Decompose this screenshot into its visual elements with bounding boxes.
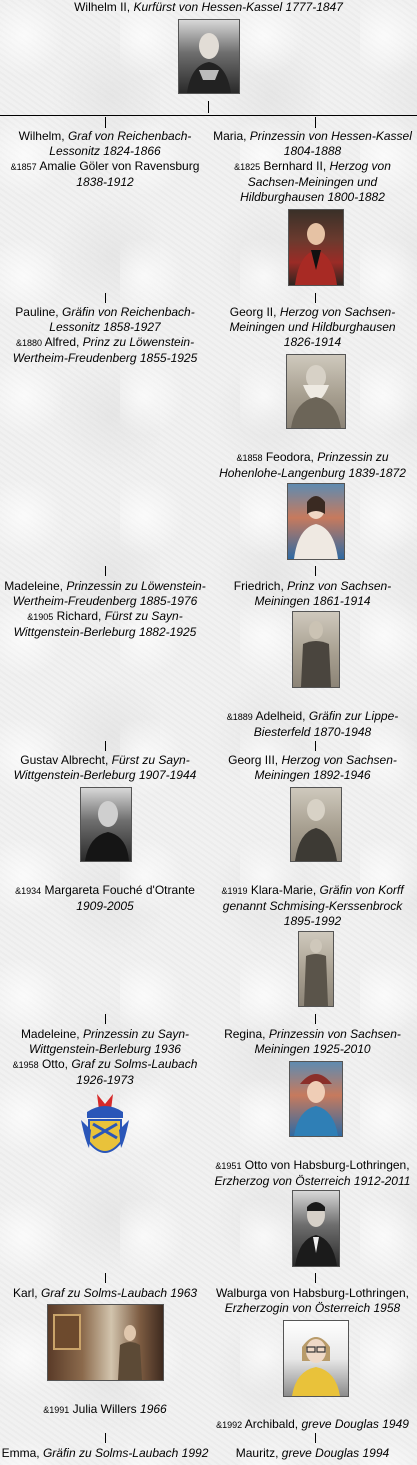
connector: [315, 566, 316, 576]
right-gen3: Friedrich, Prinz von Sachsen- Meiningen 1861-1914: [233, 579, 392, 608]
root-connector: [208, 101, 209, 113]
connector: [105, 1433, 106, 1443]
root-person: [0, 0, 417, 15]
root-branch-line: [0, 115, 417, 116]
right-gen5-spouse: &1951 Otto von Habsburg-Lothringen, Erzherzog von Österreich 1912-2011: [214, 1158, 411, 1188]
right-gen5-portrait: [289, 1061, 343, 1137]
left-gen1: Wilhelm, Graf von Reichenbach- Lessonitz 1824-1866 &1857 Amalie Göler von Ravensburg 1838-1912: [10, 129, 200, 189]
right-gen5-spouse-portrait: [292, 1190, 340, 1267]
right-gen5: Regina, Prinzessin von Sachsen- Meiningen 1925-2010: [224, 1027, 401, 1056]
right-gen6: Walburga von Habsburg-Lothringen, Erzherzogin von Österreich 1958: [215, 1286, 409, 1315]
left-gen5: Madeleine, Prinzessin zu Sayn- Wittgenstein-Berleburg 1936 &1958 Otto, Graf zu Solms-Laubach 1926-1973: [12, 1027, 198, 1087]
connector: [105, 1273, 106, 1283]
connector: [105, 566, 106, 576]
left-gen4-portrait: [80, 787, 132, 862]
right-gen6-spouse: &1992 Archibald, greve Douglas 1949: [216, 1417, 409, 1431]
right-gen1-spouse-portrait: [288, 209, 344, 286]
right-gen2: Georg II, Herzog von Sachsen- Meiningen und Hildburghausen 1826-1914: [229, 305, 396, 349]
right-gen3-spouse: &1889 Adelheid, Gräfin zur Lippe- Biesterfeld 1870-1948: [226, 709, 399, 739]
right-gen4-spouse-portrait: [298, 931, 334, 1007]
connector: [105, 293, 106, 303]
left-gen6: Karl, Graf zu Solms-Laubach 1963: [12, 1286, 198, 1300]
connector: [315, 741, 316, 751]
right-gen7: Mauritz, greve Douglas 1994: [235, 1446, 390, 1460]
left-gen6-portrait: [47, 1304, 164, 1381]
right-gen4-spouse: &1919 Klara-Marie, Gräfin von Korff genannt Schmising-Kerssenbrock 1895-1992: [221, 883, 404, 928]
connector: [315, 293, 316, 303]
left-gen3: Madeleine, Prinzessin zu Löwenstein- Wertheim-Freudenberg 1885-1976 &1905 Richard, Fürst zu Sayn- Wittgenstein-Berleburg 1882-1925: [4, 579, 206, 639]
right-gen3-portrait: [292, 611, 340, 688]
root-portrait: [178, 19, 240, 94]
left-gen4: Gustav Albrecht, Fürst zu Sayn- Wittgenstein-Berleburg 1907-1944: [13, 753, 197, 782]
connector: [105, 1014, 106, 1024]
right-gen1: Maria, Prinzessin von Hessen-Kassel 1804-1888 &1825 Bernhard II, Herzog von Sachsen-Meiningen und Hildburghausen 1800-1882: [213, 129, 412, 204]
left-gen4-spouse: &1934 Margareta Fouché d'Otrante 1909-2005: [15, 883, 195, 913]
left-gen7: Emma, Gräfin zu Solms-Laubach 1992: [1, 1446, 209, 1460]
right-gen6-portrait: [283, 1320, 349, 1397]
right-gen4-portrait: [290, 787, 342, 862]
connector: [315, 1014, 316, 1024]
left-gen6-spouse: &1991 Julia Willers 1966: [43, 1402, 167, 1416]
right-gen4: Georg III, Herzog von Sachsen- Meiningen 1892-1946: [228, 753, 397, 782]
root-name: Wilhelm II,: [74, 0, 131, 14]
coat-of-arms-icon: [79, 1090, 131, 1165]
connector: [105, 741, 106, 751]
root-title: Kurfürst von Hessen-Kassel 1777-1847: [133, 0, 343, 14]
right-gen2-portrait: [286, 354, 346, 429]
right-gen2-spouse: &1858 Feodora, Prinzessin zu Hohenlohe-Langenburg 1839-1872: [219, 450, 406, 480]
right-gen2-spouse-portrait: [287, 483, 345, 560]
connector: [105, 117, 106, 128]
connector: [315, 117, 316, 128]
connector: [315, 1273, 316, 1283]
connector: [315, 1433, 316, 1443]
left-gen2: Pauline, Gräfin von Reichenbach- Lessonitz 1858-1927 &1880 Alfred, Prinz zu Löwenstein- Wertheim-Freudenberg 1855-1925: [12, 305, 198, 365]
